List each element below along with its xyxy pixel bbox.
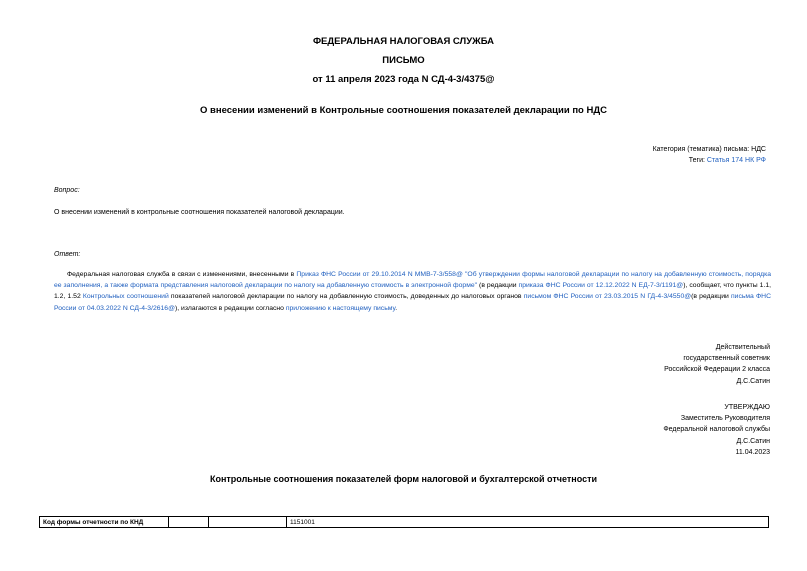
knd-empty-cell-2 <box>209 517 287 528</box>
document-type: ПИСЬМО <box>382 55 425 66</box>
signature-line-1: Действительный <box>715 344 770 351</box>
approval-line-3: Федеральной налоговой службы <box>663 426 770 434</box>
approval-line-2: Заместитель Руководителя <box>680 415 770 423</box>
section-title: Контрольные соотношения показателей форм налоговой и бухгалтерской отчетности <box>209 474 598 484</box>
order-link-558[interactable]: Приказ ФНС России от 29.10.2014 N ММВ-7-3/558@ "Об утверждении формы налоговой декларации по налогу на добавленную стоимость, порядка ее заполнения, а также формата представления налоговой декларации по налогу на добавленную стоимость в электронной форме" <box>54 271 771 290</box>
letter-tags <box>689 157 766 164</box>
question-label: Вопрос: <box>54 187 80 194</box>
document-subject: О внесении изменений в Контрольные соотношения показателей декларации по НДС <box>199 105 607 116</box>
letter-link-4550[interactable]: письмом ФНС России от 23.03.2015 N ГД-4-3/4550@ <box>523 293 692 301</box>
answer-part-2: (в редакции <box>477 282 519 290</box>
question-text: О внесении изменений в контрольные соотношения показателей налоговой декларации. <box>54 209 345 216</box>
tag-link[interactable]: Статья 174 НК РФ <box>706 157 766 164</box>
signature-line-3: Российской Федерации 2 класса <box>664 366 770 374</box>
answer-part-5: (в редакции <box>691 293 731 301</box>
approval-date: 11.04.2023 <box>735 448 770 456</box>
order-link-1191[interactable]: приказа ФНС России от 12.12.2022 N ЕД-7-3/1191@ <box>518 282 684 290</box>
answer-part-4: показателей налоговой декларации по налогу на добавленную стоимость, доведенных до налоговых органов <box>168 293 524 301</box>
letter-category <box>653 146 766 153</box>
approval-name: Д.С.Сатин <box>736 437 770 445</box>
answer-part-1: Федеральная налоговая служба в связи с изменениями, внесенными в <box>67 271 297 278</box>
answer-part-7: . <box>395 304 398 312</box>
approval-line-1: УТВЕРЖДАЮ <box>724 404 770 411</box>
answer-part-3: ), сообщает, что пункты 1.1, 1.2, 1.52 <box>54 282 771 301</box>
category-value: НДС <box>751 146 766 153</box>
agency-title: ФЕДЕРАЛЬНАЯ НАЛОГОВАЯ СЛУЖБА <box>312 36 495 47</box>
signature-line-2: государственный советник <box>683 355 770 363</box>
answer-text <box>54 269 771 314</box>
knd-label-cell: Код формы отчетности по КНД <box>40 517 169 528</box>
letter-link-2616[interactable]: письма ФНС России от 04.03.2022 N СД-4-3/2616@ <box>54 293 771 312</box>
table-row <box>40 517 769 528</box>
signature-name: Д.С.Сатин <box>736 377 770 385</box>
document-date-number: от 11 апреля 2023 года N СД-4-3/4375@ <box>312 74 495 85</box>
signature-block <box>664 342 770 387</box>
knd-table <box>39 516 769 528</box>
control-ratios-link[interactable]: Контрольных соотношений <box>82 293 169 301</box>
tags-label: Теги: <box>688 157 705 164</box>
category-label: Категория (тематика) письма: <box>652 146 750 153</box>
knd-empty-cell-1 <box>169 517 209 528</box>
answer-part-6: ), излагаются в редакции согласно <box>175 304 286 312</box>
answer-label: Ответ: <box>54 251 81 258</box>
appendix-link[interactable]: приложению к настоящему письму <box>285 304 396 312</box>
knd-value-cell: 1151001 <box>287 517 769 528</box>
approval-block <box>663 402 770 458</box>
